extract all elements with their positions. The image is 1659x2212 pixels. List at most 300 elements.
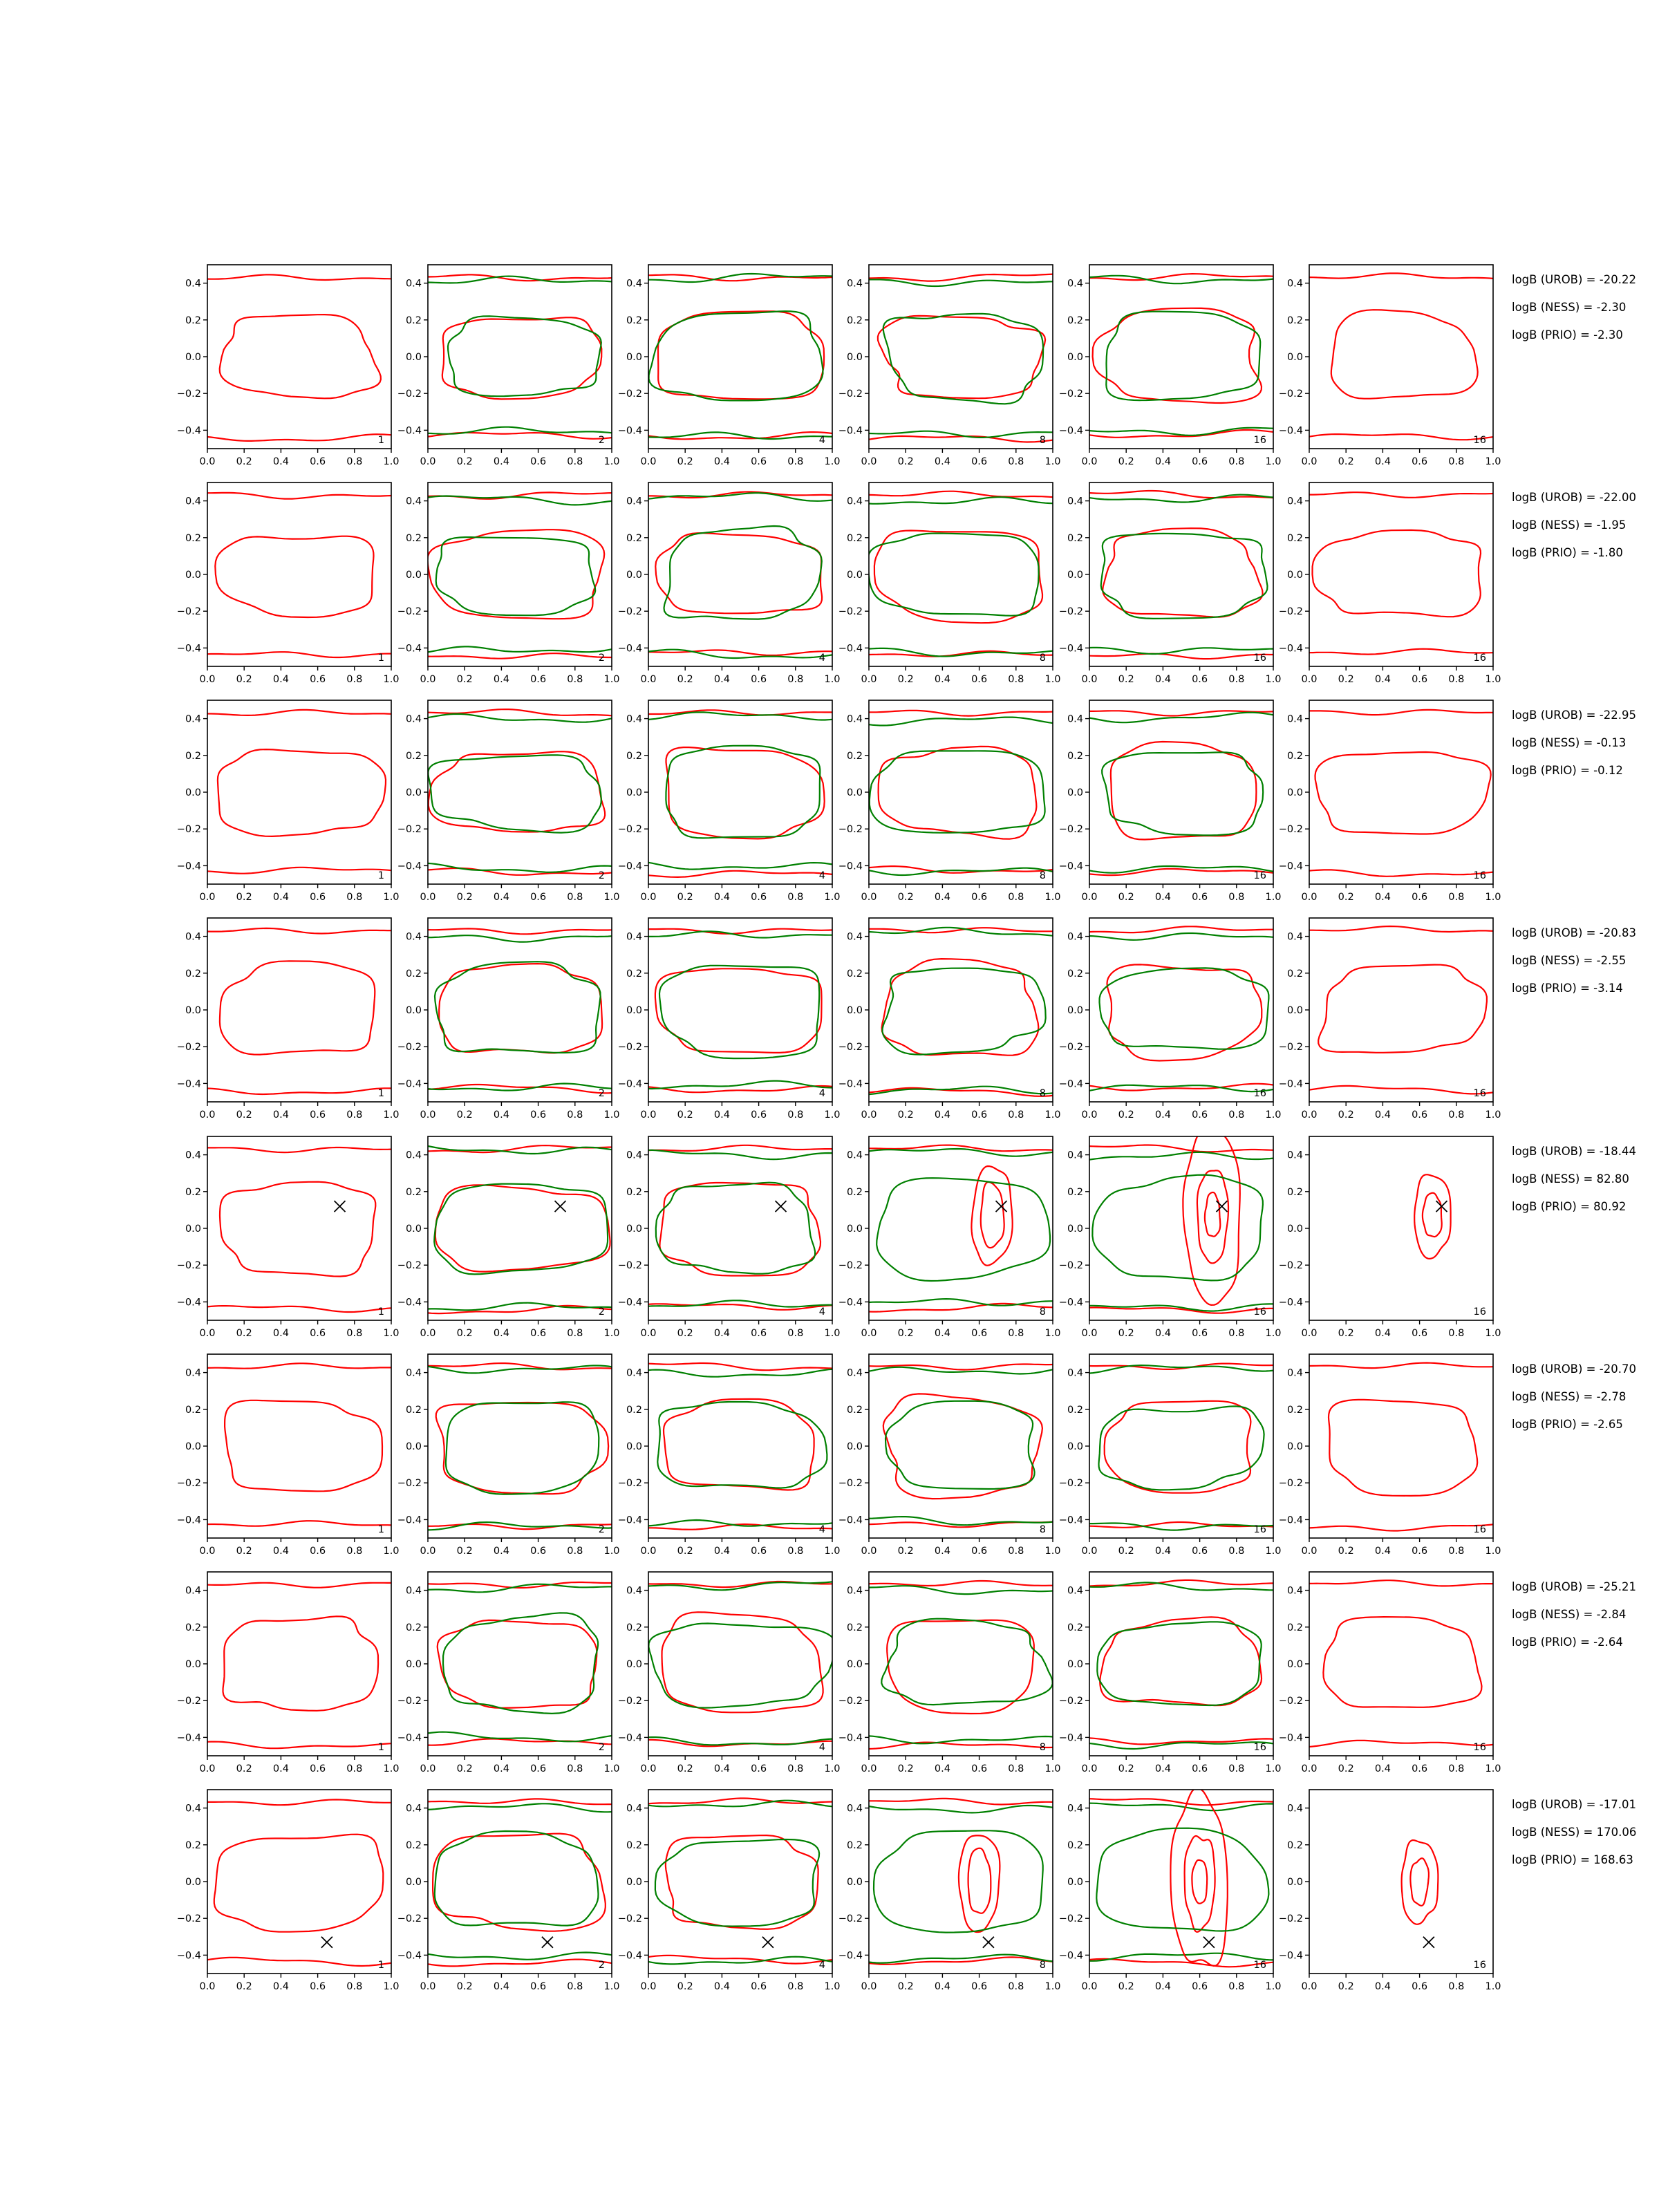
transit-peak-contour-1 — [1170, 1788, 1227, 1966]
y-tick-label: 0.0 — [405, 787, 422, 798]
y-tick-label: −0.4 — [176, 1950, 201, 1962]
uniform-contour-bottom — [428, 1960, 612, 1967]
x-tick-label: 1.0 — [1044, 1546, 1061, 1557]
panel-label: 1 — [377, 1088, 384, 1099]
x-tick-label: 0.4 — [272, 1981, 289, 1992]
contour-panel-r6-c2 — [397, 1354, 620, 1557]
panel-label: 2 — [598, 1306, 605, 1318]
panel-frame — [428, 918, 612, 1102]
y-tick-label: 0.0 — [626, 1441, 642, 1452]
panel-label: 16 — [1253, 1524, 1266, 1535]
transit-contour-inner — [1100, 968, 1269, 1049]
y-tick-label: −0.2 — [1278, 1913, 1303, 1925]
x-tick-label: 0.2 — [236, 892, 252, 903]
y-tick-label: 0.2 — [1067, 532, 1083, 544]
x-tick-label: 0.4 — [1374, 456, 1391, 467]
contour-panel-r8-c3 — [618, 1790, 841, 1992]
contour-panel-r6-c3 — [618, 1354, 841, 1557]
y-tick-label: 0.0 — [1286, 1224, 1303, 1235]
logb-ness-label: logB (NESS) = -2.30 — [1512, 301, 1627, 314]
x-tick-label: 0.8 — [1228, 456, 1245, 467]
y-tick-label: 0.2 — [846, 532, 863, 544]
x-tick-label: 0.2 — [236, 1328, 252, 1339]
y-tick-label: −0.2 — [397, 388, 422, 400]
uniform-contour-inner — [439, 964, 602, 1053]
transit-peak-contour-2 — [1185, 1836, 1215, 1932]
x-tick-label: 0.2 — [897, 1328, 914, 1339]
x-tick-label: 0.6 — [971, 1109, 988, 1121]
contour-panel-r6-c5 — [1059, 1354, 1282, 1557]
y-tick-label: 0.4 — [626, 278, 642, 290]
logb-prio-label: logB (PRIO) = 168.63 — [1512, 1853, 1633, 1866]
panel-label: 4 — [818, 1088, 825, 1099]
x-tick-label: 0.0 — [1081, 1109, 1098, 1121]
uniform-contour-inner — [225, 1400, 382, 1492]
uniform-contour-inner — [436, 1403, 608, 1494]
x-tick-label: 0.8 — [346, 674, 363, 685]
contour-panel-r1-c2 — [397, 265, 620, 467]
logb-urob-label: logB (UROB) = -20.22 — [1512, 273, 1636, 286]
uniform-contour-top — [869, 274, 1053, 281]
y-tick-label: 0.0 — [185, 352, 201, 363]
logb-urob-label: logB (UROB) = -17.01 — [1512, 1798, 1636, 1811]
uniform-contour-top — [869, 1799, 1053, 1805]
x-tick-label: 1.0 — [1265, 892, 1282, 903]
x-tick-label: 0.4 — [1154, 892, 1171, 903]
x-tick-label: 0.6 — [1412, 1109, 1428, 1121]
panel-frame — [207, 1790, 391, 1974]
y-tick-label: −0.2 — [617, 1696, 642, 1707]
y-tick-label: 0.0 — [185, 1005, 201, 1016]
y-tick-label: −0.4 — [838, 425, 863, 437]
transit-contour-inner — [885, 1401, 1035, 1489]
logb-prio-label: logB (PRIO) = 80.92 — [1512, 1200, 1627, 1213]
panel-label: 1 — [377, 435, 384, 446]
x-tick-label: 1.0 — [383, 456, 400, 467]
y-tick-label: 0.4 — [405, 278, 422, 290]
x-tick-label: 0.0 — [199, 1546, 216, 1557]
panel-frame — [1089, 1354, 1273, 1538]
x-tick-label: 0.2 — [677, 1546, 693, 1557]
x-tick-label: 0.0 — [199, 1328, 216, 1339]
panel-label: 16 — [1473, 1306, 1486, 1318]
x-tick-label: 0.0 — [640, 456, 657, 467]
y-tick-label: 0.2 — [846, 1404, 863, 1416]
y-tick-label: −0.2 — [397, 1478, 422, 1490]
x-tick-label: 0.2 — [1338, 1328, 1354, 1339]
panel-frame — [1089, 1572, 1273, 1756]
y-tick-label: 0.2 — [405, 532, 422, 544]
x-tick-label: 0.6 — [1412, 1328, 1428, 1339]
x-tick-label: 0.0 — [1301, 456, 1318, 467]
y-tick-label: 0.0 — [1067, 352, 1083, 363]
x-tick-label: 0.8 — [787, 1328, 804, 1339]
x-tick-label: 0.8 — [567, 674, 583, 685]
y-tick-label: 0.2 — [405, 1622, 422, 1633]
logb-urob-label: logB (UROB) = -25.21 — [1512, 1580, 1636, 1593]
y-tick-label: −0.2 — [1058, 388, 1083, 400]
uniform-contour-top — [1089, 926, 1273, 932]
transit-contour-top — [1089, 1152, 1273, 1160]
x-tick-label: 0.2 — [1118, 1109, 1134, 1121]
panel-label: 8 — [1039, 1960, 1046, 1971]
y-tick-label: −0.2 — [397, 1696, 422, 1707]
x-tick-label: 0.6 — [310, 674, 326, 685]
transit-peak-contour-1 — [1414, 1174, 1450, 1259]
panel-label: 2 — [598, 435, 605, 446]
transit-marker — [1203, 1937, 1215, 1948]
panel-frame — [869, 1790, 1053, 1974]
panel-frame — [648, 265, 832, 449]
uniform-contour-inner — [655, 533, 822, 613]
x-tick-label: 0.2 — [1338, 674, 1354, 685]
y-tick-label: −0.4 — [838, 1297, 863, 1309]
y-tick-label: −0.2 — [838, 1696, 863, 1707]
x-tick-label: 0.2 — [1338, 1109, 1354, 1121]
x-tick-label: 1.0 — [1485, 1981, 1501, 1992]
x-tick-label: 0.0 — [640, 892, 657, 903]
y-tick-label: −0.4 — [397, 643, 422, 655]
x-tick-label: 0.4 — [272, 1546, 289, 1557]
y-tick-label: 0.0 — [626, 352, 642, 363]
x-tick-label: 0.8 — [567, 1546, 583, 1557]
x-tick-label: 0.6 — [1192, 892, 1208, 903]
uniform-contour-inner — [220, 961, 375, 1054]
y-tick-label: 0.2 — [1286, 315, 1303, 326]
uniform-contour-top — [428, 1145, 612, 1152]
panel-frame — [1309, 1572, 1493, 1756]
transit-contour-inner — [446, 1402, 599, 1494]
transit-contour-top — [869, 1586, 1053, 1594]
panel-label: 16 — [1253, 435, 1266, 446]
x-tick-label: 0.8 — [1448, 1328, 1465, 1339]
x-tick-label: 0.8 — [346, 1328, 363, 1339]
transit-peak-contour-2 — [1423, 1193, 1442, 1237]
y-tick-label: −0.2 — [1058, 606, 1083, 618]
x-tick-label: 0.8 — [787, 892, 804, 903]
x-tick-label: 1.0 — [1265, 1328, 1282, 1339]
contour-panel-r3-c4 — [838, 700, 1061, 903]
x-tick-label: 0.6 — [310, 1763, 326, 1774]
y-tick-label: −0.2 — [397, 1260, 422, 1272]
x-tick-label: 0.2 — [236, 1763, 252, 1774]
transit-contour-bottom — [869, 1736, 1053, 1743]
uniform-contour-inner — [223, 1616, 379, 1711]
x-tick-label: 0.2 — [236, 456, 252, 467]
uniform-contour-bottom — [428, 653, 612, 659]
x-tick-label: 0.2 — [236, 1546, 252, 1557]
transit-contour-bottom — [428, 1953, 612, 1960]
x-tick-label: 0.8 — [1008, 892, 1024, 903]
x-tick-label: 0.4 — [493, 1328, 509, 1339]
contour-panel-r8-c5 — [1059, 1788, 1282, 1992]
y-tick-label: −0.2 — [397, 1042, 422, 1053]
x-tick-label: 1.0 — [1265, 1109, 1282, 1121]
x-tick-label: 1.0 — [1265, 1763, 1282, 1774]
x-tick-label: 0.4 — [272, 1763, 289, 1774]
x-tick-label: 0.6 — [751, 674, 767, 685]
transit-contour-bottom — [648, 650, 832, 658]
x-tick-label: 0.6 — [1192, 1109, 1208, 1121]
y-tick-label: −0.4 — [1058, 425, 1083, 437]
x-tick-label: 1.0 — [383, 1981, 400, 1992]
y-tick-label: −0.4 — [1278, 1950, 1303, 1962]
x-tick-label: 0.2 — [677, 1981, 693, 1992]
x-tick-label: 0.2 — [236, 1981, 252, 1992]
y-tick-label: 0.2 — [626, 750, 642, 762]
y-tick-label: −0.4 — [1278, 1515, 1303, 1526]
uniform-contour-inner — [658, 311, 824, 399]
x-tick-label: 0.0 — [640, 674, 657, 685]
panel-label: 2 — [598, 1960, 605, 1971]
contour-panel-r5-c5 — [1059, 1130, 1282, 1339]
contour-panel-r4-c4 — [838, 918, 1061, 1121]
uniform-contour-top — [648, 1145, 832, 1151]
panel-frame — [428, 1790, 612, 1974]
x-tick-label: 0.0 — [861, 892, 877, 903]
transit-contour-bottom — [1089, 428, 1273, 435]
contour-panel-r3-c6 — [1279, 700, 1501, 903]
panel-frame — [207, 700, 391, 884]
y-tick-label: 0.4 — [1067, 1367, 1083, 1379]
y-tick-label: 0.4 — [405, 496, 422, 507]
y-tick-label: 0.2 — [185, 968, 201, 980]
y-tick-label: 0.2 — [405, 1186, 422, 1198]
x-tick-label: 0.6 — [1192, 1763, 1208, 1774]
y-tick-label: 0.2 — [626, 968, 642, 980]
x-tick-label: 0.0 — [861, 1546, 877, 1557]
panel-label: 2 — [598, 1088, 605, 1099]
y-tick-label: 0.4 — [1286, 1367, 1303, 1379]
contour-panel-r6-c6 — [1279, 1354, 1501, 1557]
x-tick-label: 1.0 — [1044, 1328, 1061, 1339]
x-tick-label: 0.8 — [346, 1546, 363, 1557]
y-tick-label: 0.4 — [1067, 931, 1083, 943]
x-tick-label: 0.6 — [751, 1763, 767, 1774]
panel-frame — [428, 1354, 612, 1538]
transit-contour-bottom — [869, 1517, 1053, 1525]
panel-label: 16 — [1253, 870, 1266, 881]
y-tick-label: −0.4 — [1058, 1732, 1083, 1744]
x-tick-label: 0.0 — [1301, 1328, 1318, 1339]
panel-label: 16 — [1253, 1960, 1266, 1971]
x-tick-label: 0.8 — [1008, 1328, 1024, 1339]
y-tick-label: 0.2 — [405, 1839, 422, 1851]
y-tick-label: 0.4 — [1286, 278, 1303, 290]
y-tick-label: 0.2 — [405, 968, 422, 980]
y-tick-label: −0.4 — [397, 861, 422, 872]
y-tick-label: 0.0 — [626, 787, 642, 798]
logb-ness-label: logB (NESS) = 170.06 — [1512, 1826, 1637, 1839]
panel-label: 8 — [1039, 1742, 1046, 1753]
transit-contour-inner — [883, 968, 1046, 1055]
transit-contour-inner — [1097, 1622, 1261, 1705]
y-tick-label: 0.2 — [846, 1622, 863, 1633]
y-tick-label: −0.2 — [176, 1260, 201, 1272]
panel-frame — [648, 1790, 832, 1974]
transit-contour-inner — [435, 1831, 599, 1926]
uniform-contour-bottom — [1309, 870, 1493, 877]
y-tick-label: 0.0 — [626, 1877, 642, 1888]
contour-panel-r1-c3 — [618, 265, 841, 467]
contour-panel-r2-c5 — [1059, 482, 1282, 685]
transit-peak-contour-1 — [1402, 1840, 1438, 1924]
transit-contour-inner — [1102, 752, 1263, 835]
x-tick-label: 0.2 — [1118, 1328, 1134, 1339]
y-tick-label: 0.4 — [405, 1150, 422, 1161]
x-tick-label: 0.6 — [530, 1981, 547, 1992]
y-tick-label: −0.4 — [838, 1515, 863, 1526]
logb-prio-label: logB (PRIO) = -2.65 — [1512, 1418, 1623, 1431]
contour-panel-r7-c4 — [838, 1572, 1061, 1774]
panel-frame — [648, 1572, 832, 1756]
x-tick-label: 0.4 — [272, 892, 289, 903]
x-tick-label: 0.6 — [310, 1109, 326, 1121]
y-tick-label: 0.0 — [1067, 570, 1083, 581]
x-tick-label: 0.0 — [1301, 1763, 1318, 1774]
x-tick-label: 0.6 — [971, 1546, 988, 1557]
x-tick-label: 0.2 — [897, 674, 914, 685]
y-tick-label: 0.0 — [846, 1224, 863, 1235]
transit-contour-inner — [1099, 1406, 1264, 1490]
x-tick-label: 0.6 — [530, 674, 547, 685]
y-tick-label: −0.4 — [617, 1297, 642, 1309]
panel-frame — [1309, 482, 1493, 666]
logb-urob-label: logB (UROB) = -22.95 — [1512, 709, 1636, 722]
x-tick-label: 1.0 — [824, 1328, 841, 1339]
uniform-contour-bottom — [207, 1958, 391, 1966]
y-tick-label: 0.4 — [846, 1585, 863, 1597]
x-tick-label: 1.0 — [1044, 892, 1061, 903]
y-tick-label: −0.4 — [1058, 1297, 1083, 1309]
uniform-contour-inner — [214, 1835, 384, 1932]
x-tick-label: 0.8 — [1448, 892, 1465, 903]
y-tick-label: 0.4 — [185, 1150, 201, 1161]
x-tick-label: 1.0 — [1044, 1981, 1061, 1992]
y-tick-label: 0.2 — [1286, 750, 1303, 762]
panel-label: 16 — [1473, 1088, 1486, 1099]
x-tick-label: 0.0 — [420, 1981, 436, 1992]
y-tick-label: 0.0 — [626, 1005, 642, 1016]
y-tick-label: 0.0 — [1067, 1659, 1083, 1670]
y-tick-label: 0.2 — [1286, 532, 1303, 544]
y-tick-label: 0.2 — [185, 1404, 201, 1416]
x-tick-label: 0.4 — [934, 892, 950, 903]
panel-frame — [648, 1354, 832, 1538]
y-tick-label: 0.2 — [1286, 1622, 1303, 1633]
x-tick-label: 0.0 — [199, 1981, 216, 1992]
y-tick-label: 0.4 — [846, 496, 863, 507]
logb-prio-label: logB (PRIO) = -1.80 — [1512, 546, 1623, 559]
y-tick-label: −0.2 — [838, 1260, 863, 1272]
x-tick-label: 0.0 — [199, 674, 216, 685]
y-tick-label: 0.0 — [626, 570, 642, 581]
uniform-contour-bottom — [1089, 1084, 1273, 1091]
x-tick-label: 1.0 — [1265, 1981, 1282, 1992]
x-tick-label: 0.4 — [272, 1328, 289, 1339]
y-tick-label: 0.4 — [1286, 1585, 1303, 1597]
uniform-contour-inner — [655, 968, 822, 1053]
uniform-contour-inner — [1313, 530, 1481, 617]
panel-label: 1 — [377, 1524, 384, 1535]
y-tick-label: 0.0 — [626, 1659, 642, 1670]
x-tick-label: 0.0 — [420, 674, 436, 685]
x-tick-label: 1.0 — [383, 674, 400, 685]
transit-contour-top — [1089, 933, 1273, 940]
x-tick-label: 1.0 — [1485, 1546, 1501, 1557]
x-tick-label: 0.8 — [567, 1981, 583, 1992]
x-tick-label: 0.8 — [1228, 1109, 1245, 1121]
x-tick-label: 0.2 — [1118, 674, 1134, 685]
x-tick-label: 1.0 — [1044, 1763, 1061, 1774]
transit-peak-contour-1 — [959, 1835, 1000, 1932]
y-tick-label: 0.0 — [185, 1441, 201, 1452]
panel-frame — [869, 482, 1053, 666]
contour-panel-r8-c4 — [838, 1790, 1061, 1992]
x-tick-label: 1.0 — [824, 892, 841, 903]
y-tick-label: 0.0 — [405, 1224, 422, 1235]
x-tick-label: 0.8 — [346, 1109, 363, 1121]
uniform-contour-inner — [887, 1620, 1034, 1714]
x-tick-label: 1.0 — [603, 892, 620, 903]
uniform-contour-bottom — [1089, 654, 1273, 659]
panel-frame — [869, 918, 1053, 1102]
y-tick-label: −0.2 — [1278, 388, 1303, 400]
panel-frame — [648, 700, 832, 884]
panel-label: 8 — [1039, 1306, 1046, 1318]
panel-label: 16 — [1473, 435, 1486, 446]
y-tick-label: 0.4 — [1286, 496, 1303, 507]
y-tick-label: −0.4 — [617, 425, 642, 437]
x-tick-label: 0.8 — [787, 1109, 804, 1121]
x-tick-label: 0.2 — [456, 1763, 473, 1774]
uniform-contour-top — [869, 1581, 1053, 1586]
x-tick-label: 1.0 — [824, 1109, 841, 1121]
x-tick-label: 0.0 — [420, 1546, 436, 1557]
logb-ness-label: logB (NESS) = -0.13 — [1512, 736, 1627, 749]
x-tick-label: 0.4 — [934, 1109, 950, 1121]
uniform-contour-inner — [1111, 742, 1257, 840]
x-tick-label: 0.0 — [1081, 1981, 1098, 1992]
contour-panel-r8-c1 — [177, 1790, 400, 1992]
x-tick-label: 0.8 — [1008, 674, 1024, 685]
y-tick-label: −0.2 — [176, 1042, 201, 1053]
transit-contour-inner — [868, 534, 1038, 616]
uniform-contour-top — [869, 491, 1053, 497]
uniform-contour-top — [1309, 1580, 1493, 1586]
x-tick-label: 0.2 — [456, 674, 473, 685]
uniform-contour-inner — [1103, 528, 1262, 617]
contour-panel-r7-c5 — [1059, 1572, 1282, 1774]
uniform-contour-bottom — [207, 1742, 391, 1749]
y-tick-label: 0.4 — [846, 1803, 863, 1815]
contour-panel-r4-c3 — [618, 918, 841, 1121]
x-tick-label: 0.6 — [530, 1328, 547, 1339]
x-tick-label: 0.2 — [1338, 1546, 1354, 1557]
y-tick-label: −0.4 — [838, 643, 863, 655]
x-tick-label: 0.4 — [1154, 1328, 1171, 1339]
uniform-contour-bottom — [1309, 1524, 1493, 1530]
uniform-contour-top — [207, 1363, 391, 1368]
y-tick-label: −0.4 — [838, 861, 863, 872]
panel-label: 16 — [1253, 1306, 1266, 1318]
uniform-contour-top — [428, 928, 612, 934]
y-tick-label: −0.4 — [176, 861, 201, 872]
panel-frame — [207, 1572, 391, 1756]
uniform-contour-top — [648, 274, 832, 281]
y-tick-label: −0.4 — [1278, 861, 1303, 872]
contour-panel-r8-c2 — [397, 1790, 620, 1992]
